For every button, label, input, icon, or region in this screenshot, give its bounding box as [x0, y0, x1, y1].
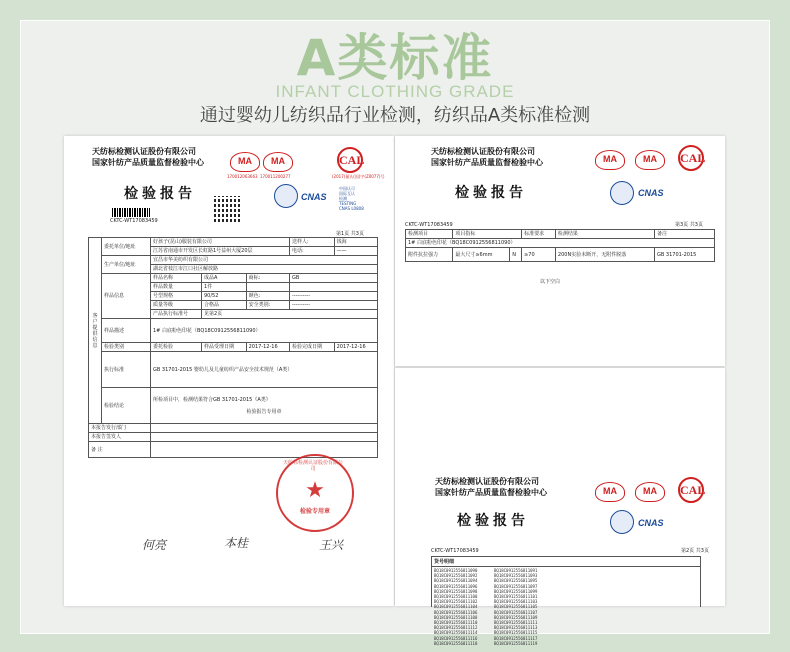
row-label: 样品信息 — [102, 274, 151, 319]
cma-seal-icon: MA — [595, 150, 625, 170]
table-row — [89, 388, 378, 424]
list-item: BQ18C0912556811108 — [434, 614, 478, 620]
cell-key: 颜色: — [246, 292, 289, 301]
cell-value: ---------- — [289, 292, 377, 301]
cnas-logo: CNAS — [638, 188, 664, 198]
cell-value: 宜昌市华美纺织有限公司 — [151, 256, 378, 265]
cell-key: 产品执行标准号 — [151, 310, 202, 319]
signature-3: 王兴 — [319, 538, 344, 552]
cma-number: 170011200277 — [260, 174, 291, 179]
item-list-col-1 — [434, 568, 477, 646]
report-page-2 — [395, 136, 725, 646]
cell-value: 1件 — [201, 283, 246, 292]
cell-value: N — [510, 248, 522, 262]
list-item: BQ18C0912556811109 — [494, 614, 538, 620]
row-label: 本报告签发人 — [89, 433, 151, 442]
cma-seal-icon: MA — [230, 152, 260, 172]
list-item: BQ18C0912556811104 — [434, 604, 478, 610]
org-name: 天纺标检测认证股份有限公司 — [435, 477, 539, 486]
report-page-3-sheet — [395, 136, 725, 366]
cell-key: 样品受理日期 — [201, 343, 246, 352]
page-subtitle: INFANT CLOTHING GRADE — [275, 82, 515, 101]
list-item: BQ18C0912556811093 — [494, 573, 538, 579]
signature-1: 何亮 — [142, 538, 167, 552]
ilac-mra-icon — [610, 510, 634, 534]
row-label: 执行标准 — [102, 352, 151, 388]
table-row — [89, 343, 378, 352]
row-label: 本报告发行部门 — [89, 424, 151, 433]
page-description: 通过婴幼儿纺织品行业检测，纺织品A类标准检测 — [199, 105, 591, 126]
table-header-row — [406, 230, 715, 239]
cell-value: ---------- — [289, 301, 377, 310]
org-center: 国家针纺产品质量监督检验中心 — [435, 488, 547, 497]
list-item: BQ18C0912556811112 — [434, 625, 478, 631]
list-item: BQ18C0912556811091 — [494, 568, 538, 573]
row-label: 检验类别 — [102, 343, 151, 352]
row-label: 样品描述 — [102, 319, 151, 343]
cell-value: 钱海 — [334, 238, 377, 247]
cell-key: 送样人: — [289, 238, 334, 247]
cell-value: 合格品 — [201, 301, 246, 310]
cell-value: 200N实验未断开，无附件脱落 — [555, 248, 654, 262]
row-label: 备 注 — [89, 442, 151, 458]
divider — [432, 566, 700, 567]
list-item: BQ18C0912556811096 — [434, 583, 478, 589]
cell-key: 样品数量 — [151, 283, 202, 292]
cnas-note-line: TESTING — [339, 201, 357, 206]
cell-key: 电话: — [289, 247, 334, 256]
list-item: BQ18C0912556811094 — [434, 578, 478, 584]
org-name: 天纺标检测认证股份有限公司 — [92, 147, 196, 156]
report-title: 检验报告 — [455, 185, 527, 201]
row-label: 委托单位/地址 — [102, 238, 151, 256]
cma-number: 170012063663 — [227, 174, 258, 179]
cnas-note-line: CNAS L0808 — [339, 206, 364, 211]
barcode — [112, 208, 150, 217]
report-title: 检验报告 — [124, 186, 196, 202]
report-table-1 — [88, 237, 378, 458]
cell-value — [151, 433, 378, 442]
list-item: BQ18C0912556811100 — [434, 594, 478, 600]
cell-key: 商标: — [246, 274, 289, 283]
cnas-logo: CNAS — [301, 192, 327, 202]
cell-value — [151, 424, 378, 433]
cell-value: 1# 白底粉色印花（BQ18C0912556811090） — [151, 319, 378, 343]
ilac-mra-icon — [610, 181, 634, 205]
cell-key — [246, 283, 289, 292]
page-indicator: 第1页 共3页 — [336, 231, 364, 237]
cal-seal-icon: CAL — [678, 477, 704, 503]
cell-value: 江苏省南通市开发区长虹路1号益州大厦20层 — [151, 247, 290, 256]
column-header: 项目指标 — [453, 230, 522, 239]
cnas-note-line: 国际互认 — [339, 191, 355, 196]
list-item: BQ18C0912556811103 — [494, 599, 538, 605]
list-item: BQ18C0912556811090 — [434, 568, 478, 573]
sample-row: 1# 白底粉色印花（BQ18C0912556811090） — [406, 239, 715, 248]
cma-seal-icon: MA — [595, 482, 625, 502]
cell-value — [151, 442, 378, 458]
cal-seal-icon: CAL — [678, 145, 704, 171]
list-item: BQ18C0912556811113 — [494, 625, 538, 631]
list-item: BQ18C0912556811110 — [434, 620, 478, 626]
report-page-2-sheet — [395, 368, 725, 646]
list-item: BQ18C0912556811102 — [434, 599, 478, 605]
org-name: 天纺标检测认证股份有限公司 — [431, 147, 535, 156]
list-item: BQ18C0912556811098 — [434, 588, 478, 594]
cell-value: 最大尺寸≥6mm — [453, 248, 510, 262]
side-label: 客户提供信息 — [89, 238, 102, 424]
list-item: BQ18C0912556811099 — [494, 588, 538, 594]
cell-key: 安全类别: — [246, 301, 289, 310]
cell-key: 质量等级 — [151, 301, 202, 310]
row-label: 检验结论 — [102, 388, 151, 424]
cell-value: GB 31701-2015 婴幼儿及儿童纺织产品安全技术规范（A类） — [151, 352, 378, 388]
list-item: BQ18C0912556811111 — [494, 620, 538, 626]
list-item: BQ18C0912556811118 — [434, 640, 478, 646]
cell-value: 委托检验 — [151, 343, 202, 352]
list-item: BQ18C0912556811119 — [494, 640, 538, 646]
report-page-1 — [64, 136, 394, 606]
cell-key: 样品名称 — [151, 274, 202, 283]
star-icon: ★ — [305, 478, 325, 503]
cma-seal-icon: MA — [635, 150, 665, 170]
list-item: BQ18C0912556811105 — [494, 604, 538, 610]
results-table — [405, 229, 715, 262]
org-center: 国家针纺产品质量监督检验中心 — [431, 158, 543, 167]
table-row — [89, 256, 378, 265]
table-row — [89, 433, 378, 442]
cell-value: 2017-12-16 — [334, 343, 377, 352]
table-row — [406, 239, 715, 248]
list-item: BQ18C0912556811106 — [434, 609, 478, 615]
blank-below-note: 以下空白 — [540, 279, 561, 285]
report-number: CKTC-WT17083459 — [405, 222, 453, 228]
cell-value: GB 31701-2015 — [655, 248, 715, 262]
page-indicator: 第3页 共3页 — [675, 222, 703, 228]
column-header: 检测结果 — [555, 230, 654, 239]
report-title: 检验报告 — [457, 513, 529, 529]
cell-value: ≥70 — [522, 248, 556, 262]
stamp-ring-text: 天纺标检测认证股份有限公司 — [282, 460, 343, 472]
table-row — [89, 319, 378, 343]
cell-value: 好孩子(昆山)服装有限公司 — [151, 238, 290, 247]
cell-value: 90/52 — [201, 292, 246, 301]
cnas-note-line: 检测 — [339, 196, 347, 201]
cell-value: 检验报告专用章 — [246, 408, 282, 415]
table-row — [89, 274, 378, 283]
cell-key: 号型规格 — [151, 292, 202, 301]
page-title: A类标准 — [296, 29, 494, 87]
cal-note: (2017)量认(国)字(Z0077)号 — [332, 174, 385, 179]
cell-value: 附件抗拉强力 — [406, 248, 453, 262]
cell-value: —— — [334, 247, 377, 256]
list-item: BQ18C0912556811117 — [494, 635, 538, 641]
qr-code — [214, 196, 242, 224]
report-number: CKTC-WT17083459 — [431, 548, 479, 554]
cma-seal-icon: MA — [635, 482, 665, 502]
list-item: BQ18C0912556811092 — [434, 573, 478, 579]
cell-value: 见第2页 — [201, 310, 377, 319]
cell-value: 成品A — [201, 274, 246, 283]
list-item: BQ18C0912556811114 — [434, 630, 478, 636]
list-item: BQ18C0912556811097 — [494, 583, 538, 589]
column-header: 检测项目 — [406, 230, 453, 239]
column-header: 备注 — [655, 230, 715, 239]
column-header: 标准要求 — [522, 230, 556, 239]
item-list-box — [431, 556, 701, 646]
table-row — [89, 442, 378, 458]
list-item: BQ18C0912556811107 — [494, 609, 538, 615]
cnas-logo: CNAS — [638, 518, 664, 528]
ilac-mra-icon — [274, 184, 298, 208]
list-item: BQ18C0912556811115 — [494, 630, 538, 636]
cell-key: 检验完成日期 — [289, 343, 334, 352]
signature-2: 本桂 — [224, 536, 249, 550]
cell-value — [289, 283, 377, 292]
stamp-text: 检验专用章 — [299, 508, 330, 515]
table-row — [406, 248, 715, 262]
table-row — [89, 352, 378, 388]
item-list-col-2 — [494, 568, 537, 646]
cell-value: 湖北省枝江市江口社区解放路 — [151, 265, 378, 274]
cnas-note — [339, 186, 364, 211]
org-center: 国家针纺产品质量监督检验中心 — [92, 158, 204, 167]
list-item: BQ18C0912556811101 — [494, 594, 538, 600]
cnas-note-line: 中国认可 — [339, 186, 355, 191]
list-item: BQ18C0912556811095 — [494, 578, 538, 584]
report-number: CKTC-WT17083459 — [110, 218, 158, 224]
conclusion-cell — [151, 388, 378, 424]
cell-value: GB — [289, 274, 377, 283]
list-item: BQ18C0912556811116 — [434, 635, 478, 641]
inspection-stamp — [276, 454, 354, 532]
cma-seal-icon: MA — [263, 152, 293, 172]
row-label: 生产单位/地址 — [102, 256, 151, 274]
cal-seal-icon: CAL — [337, 147, 363, 173]
cell-value: 所检项目中，检测结果符合GB 31701-2015《A类》 — [153, 396, 271, 403]
table-row — [89, 238, 378, 247]
table-row — [89, 424, 378, 433]
cell-value: 2017-12-16 — [246, 343, 289, 352]
page-indicator: 第2页 共3页 — [681, 548, 709, 554]
list-title: 货号明细 — [434, 559, 455, 565]
